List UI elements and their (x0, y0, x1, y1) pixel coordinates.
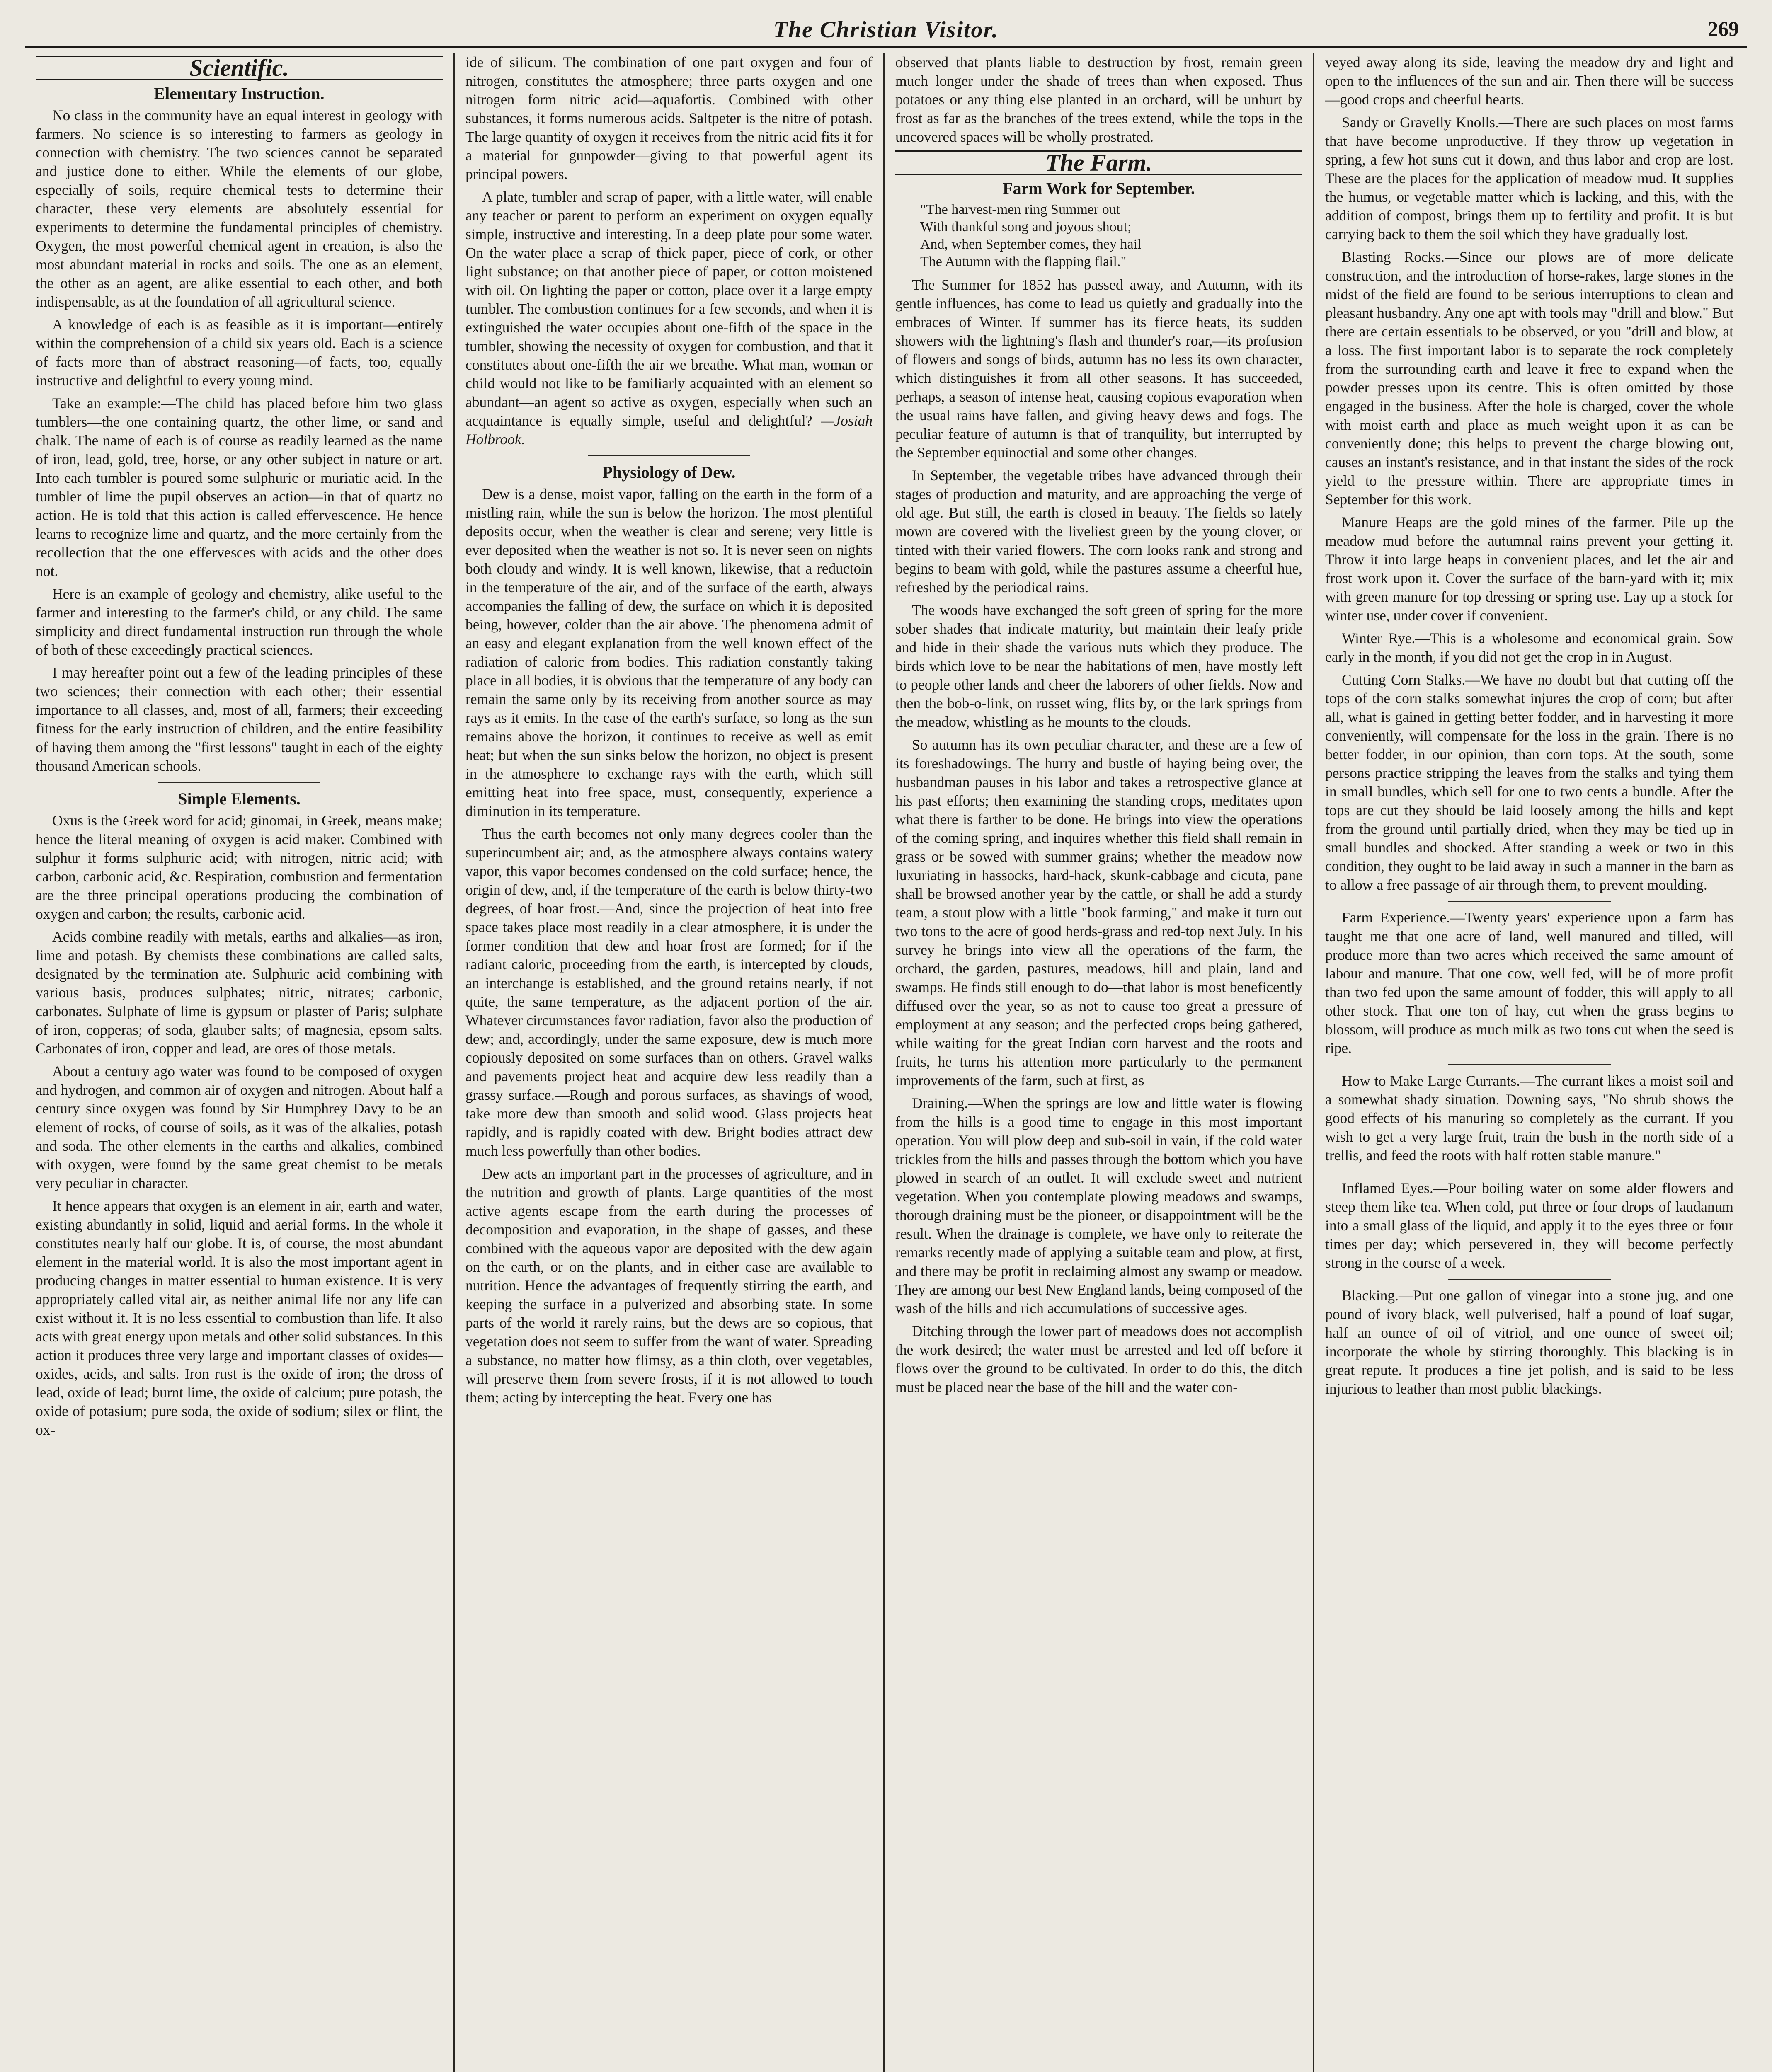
paragraph: Oxus is the Greek word for acid; ginomai, in Greek, means make; hence the literal meaning of oxygen is acid maker. Combined with sulphur it forms sulphuric acid; with nitrogen, nitric acid; with carbon, carbonic acid, &c. Respiration, combustion and fermentation are the three principal operations producing the combination of oxygen and carbon; the results, carbonic acid. (36, 812, 443, 922)
paragraph: Here is an example of geology and chemistry, alike useful to the farmer and interesting to the farmer's child, or any child. The same simplicity and direct fundamental instruction run through the whole of both of these exceedingly practical sciences. (36, 586, 443, 658)
divider (1448, 1064, 1611, 1065)
column-3 (885, 53, 1314, 2072)
divider (588, 455, 751, 456)
divider (1448, 1279, 1611, 1280)
article-title: Farm Work for September. (1003, 179, 1195, 198)
verse-line: And, when September comes, they hail (920, 237, 1142, 252)
paragraph: Winter Rye.—This is a wholesome and economical grain. Sow early in the month, if you did not get the crop in in August. (1325, 630, 1733, 665)
paragraph: I may hereafter point out a few of the leading principles of these two sciences; their connection with each other; their essential importance to all classes, and, most of all, farmers; their exceeding fitness for the early instruction of children, and the entire feasibility of having them among the "first lessons" taught in each of the eighty thousand American schools. (36, 664, 443, 774)
paragraph: Take an example:—The child has placed before him two glass tumblers—the one containing quartz, the other lime, or sand and chalk. The name of each is of course as readily learned as the name of iron, lead, gold, tree, horse, or any other subject in nature or art. Into each tumbler is poured some sulphuric or muriatic acid. In the tumbler of lime the pupil observes an action—in that of quartz no action. He is told that this action is called effervescence. He hence learns to recognize lime and quartz, and the more certainly from the recollection that the one effervesces with acids and the other does not. (36, 395, 443, 579)
paragraph-text: A plate, tumbler and scrap of paper, with a little water, will enable any teacher or parent to perform an experiment on oxygen equally simple, instructive and interesting. In a deep plate pour some water. On the water place a scrap of thick paper, piece of cork, or other light substance; on that another piece of paper, or cotton moistened with oil. On lighting the paper or cotton, place over it a large empty tumbler. The combustion continues for a few seconds, and when it is extinguished the water occupies about one-fifth of the space in the tumbler, showing the necessity of oxygen for combustion, and that it constitutes about one-fifth the air we breathe. What man, woman or child would not like to be familiarly acquainted with an element so abundant—an agent so active as oxygen, especially when such an acquaintance is equally simple, useful and delightful? (465, 189, 873, 429)
column-1 (25, 53, 455, 2072)
paragraph: How to Make Large Currants.—The currant likes a moist soil and a somewhat shady situation. Downing says, "No shrub shows the good effects of his manuring so completely as the currant. If you wish to get a very large fruit, train the bush in the north side of a trellis, and feed the roots with half rotten stable manure." (1325, 1072, 1733, 1164)
paragraph: The Summer for 1852 has passed away, and Autumn, with its gentle influences, has come to lead us quietly and gradually into the embraces of Winter. If summer has its fierce heats, its sudden showers with the lightning's flash and thunder's roar,—its profusion of flowers and songs of birds, autumn has no less its own character, which distinguishes it from all other seasons. It has succeeded, perhaps, a season of intense heat, causing copious evaporation when the usual rains have fallen, and giving heavy dews and fogs. The peculiar feature of autumn is that of tranquility, but interrupted by the September equinoctial and some other changes. (895, 276, 1302, 461)
paragraph: Cutting Corn Stalks.—We have no doubt but that cutting off the tops of the corn stalks somewhat injures the crop of corn; but after all, what is gained in getting better fodder, and in harvesting it more conveniently, will compensate for the loss in the grain. There is no better fodder, in our opinion, than corn tops. At the south, some persons practice stripping the leaves from the stalks and tying them in small bundles, which sell for one to two cents a bundle. After the tops are cut they should be laid loosely among the hills and kept from the ground until partially dried, when they may be tied up in small bundles and shocked. After standing a week or two in this condition, they ought to be laid away in such a manner in the barn as to allow a free passage of air through them, to prevent moulding. (1325, 671, 1733, 893)
paragraph: Ditching through the lower part of meadows does not accomplish the work desired; the water must be arrested and led off before it flows over the ground to be cultivated. In order to do this, the ditch must be placed near the base of the hill and the water con- (895, 1323, 1302, 1395)
attribution: —Josiah Holbrook. (465, 412, 873, 448)
divider (158, 782, 321, 783)
paragraph: It hence appears that oxygen is an element in air, earth and water, existing abundantly in solid, liquid and aerial forms. In the whole it constitutes nearly half our globe. It is, of course, the most abundant element in the material world. It is also the most important agent in producing changes in matter essential to human existence. It is very appropriately called vital air, as neither animal life nor any life can exist without it. It is no less essential to combustion than life. It also acts with great energy upon metals and other solid substances. In this action it produces three very large and important classes of oxides—oxides, acids, and salts. Iron rust is the oxide of iron; the dross of lead, oxide of lead; burnt lime, the oxide of calcium; pure potash, the oxide of potasium; pure soda, the oxide of sodium; silex or flint, the ox- (36, 1198, 443, 1438)
paragraph: About a century ago water was found to be composed of oxygen and hydrogen, and common air of oxygen and nitrogen. About half a century since oxygen was found by Sir Humphrey Davy to be an element of rocks, of course of soils, as it was of the alkalies, potash and soda. The other elements in the earths and alkalies, combined with oxygen, were found by the same great chemist to be metals very peculiar in character. (36, 1063, 443, 1191)
paragraph: Acids combine readily with metals, earths and alkalies—as iron, lime and potash. By chemists these combinations are called salts, designated by the termination ate. Sulphuric acid combining with various basis, produces sulphates; nitric, nitrates; carbonic, carbonates. Sulphate of lime is gypsum or plaster of Paris; sulphate of iron, copperas; of soda, glauber salts; of magnesia, epsom salts. Carbonates of iron, copper and lead, are ores of those metals. (36, 928, 443, 1057)
paragraph: observed that plants liable to destruction by frost, remain green much longer under the shade of trees than when exposed. Thus potatoes or any thing else planted in an orchard, will be unhurt by frost as far as the branches of the trees extend, while the tops in the uncovered spaces will be wholly prostrated. (895, 54, 1302, 145)
verse-line: "The harvest-men ring Summer out (920, 202, 1120, 217)
paragraph: Sandy or Gravelly Knolls.—There are such places on most farms that have become unproductive. If they throw up vegetation in spring, a few hot suns cut it down, and thus labor and crop are lost. These are the places for the application of meadow mud. It supplies the humus, or vegetable matter which is lacking, and this, with the addition of compost, brings them up to fertility and profit. It is but carrying back to them the soil which they have gradually lost. (1325, 114, 1733, 242)
paragraph: Inflamed Eyes.—Pour boiling water on some alder flowers and steep them like tea. When cold, put three or four drops of laudanum into a small glass of the liquid, and apply it to the eyes three or four times per day; which persevered in, they will become perfectly strong in the course of a week. (1325, 1180, 1733, 1271)
article-title: Simple Elements. (178, 789, 301, 808)
paragraph: Blasting Rocks.—Since our plows are of more delicate construction, and the introduction of horse-rakes, large stones in the midst of the field are found to be serious interruptions to clean and pleasant husbandry. Any one apt with tools may "drill and blow." But there are certain essentials to be observed, or you "drill and blow, at a loss. The first important labor is to separate the rock completely from the surrounding earth and leave it free to expand when the powder presses upon its centre. This is often omitted by those engaged in the business. After the hole is charged, cover the whole with moist earth and place as much weight upon it as can be conveniently done; this helps to prevent the charge blowing out, causes an instant's resistance, and in that instant the sides of the rock yield to the pressure within. There are appropriate times in September for this work. (1325, 249, 1733, 508)
paragraph: veyed away along its side, leaving the meadow dry and light and open to the influences of the sun and air. Then there will be success—good crops and cheerful hearts. (1325, 54, 1733, 108)
paragraph (465, 188, 873, 449)
paragraph: Farm Experience.—Twenty years' experience upon a farm has taught me that one acre of land, well manured and tilled, will produce more than two acres which received the same amount of labour and manure. That one cow, well fed, will be of more profit than two fed upon the same amount of fodder, this will apply to all other stock. That one ton of hay, cut when the grass begins to blossom, will produce as much milk as two tons cut when the seed is ripe. (1325, 909, 1733, 1056)
divider (1448, 901, 1611, 902)
paragraph: Dew acts an important part in the processes of agriculture, and in the nutrition and growth of plants. Large quantities of the most active agents escape from the earth during the processes of decomposition and evaporation, in the shape of gasses, and these combined with the aqueous vapor are deposited with the dew again on the earth, or on the plants, and in either case are available to nutrition. Hence the advantages of frequently stirring the earth, and keeping the surface in a pulverized and absorbing state. In some parts of the world it rarely rains, but the dews are so copious, that vegetation does not seem to suffer from the want of water. Spreading a substance, no matter how flimsy, as a thin cloth, over vegetables, will preserve them from severe frosts, if it is not allowed to touch them; acting by intercepting the heat. Every one has (465, 1165, 873, 1406)
paragraph: Thus the earth becomes not only many degrees cooler than the superincumbent air; and, as the atmosphere always contains watery vapor, this vapor becomes condensed on the cold surface; hence, the origin of dew, and, if the temperature of the earth is below thirty-two degrees, of hoar frost.—And, since the projection of heat into free space takes place most readily in a clear atmosphere, it is under the former condition that dew and hoar frost are formed; for if the radiant caloric, proceeding from the earth, is intercepted by clouds, an interchange is established, and the ground retains nearly, if not quite, the same temperature, as the adjacent portion of the air. Whatever circumstances favor radiation, favor also the production of dew; and, accordingly, under the same exposure, dew is much more copiously deposited on some surfaces than on others. Gravel walks and pavements project heat and acquire dew less readily than a grassy surface.—Rough and porous surfaces, as shavings of wood, take more dew than smooth and solid wood. Glass projects heat rapidly, and is rapidly coated with dew. Bright bodies attract dew much less powerfully than other bodies. (465, 825, 873, 1159)
article-title: Elementary Instruction. (154, 84, 325, 103)
page-header (25, 17, 1747, 48)
columns (25, 53, 1745, 2072)
column-2 (455, 53, 885, 2072)
verse (920, 201, 1302, 271)
column-4 (1314, 53, 1744, 2072)
masthead: The Christian Visitor. (773, 17, 999, 43)
section-title-scientific: Scientific. (36, 56, 443, 80)
paragraph: No class in the community have an equal interest in geology with farmers. No science is so interesting to farmers as geology in connection with chemistry. The two sciences cannot be separated and justice done to either. While the elements of our globe, especially of soils, require chemical tests to determine their character, these very elements are absolutely essential for experiments to determine the fundamental principles of chemistry. Oxygen, the most powerful chemical agent in creation, is also the most abundant material in rocks and soils. The one as an element, the other as an agent, are alike essential to each other, and both indispensable, as at the foundation of all agricultural science. (36, 107, 443, 310)
paragraph: Blacking.—Put one gallon of vinegar into a stone jug, and one pound of ivory black, well pulverised, half a pound of loaf sugar, half an ounce of oil of vitriol, and one ounce of sweet oil; incorporate the whole by stirring thoroughly. This blacking is in great repute. It produces a fine jet polish, and is said to be less injurious to leather than most public blackings. (1325, 1287, 1733, 1397)
paragraph: ide of silicum. The combination of one part oxygen and four of nitrogen, constitutes the atmosphere; three parts oxygen and one nitrogen form nitric acid—aquafortis. Combined with other substances, it forms numerous acids. Saltpeter is the nitre of potash. The large quantity of oxygen it receives from the nitric acid fits it for a material for gunpowder—giving to that powerful agent its principal powers. (465, 54, 873, 182)
verse-line: With thankful song and joyous shout; (920, 219, 1132, 235)
page-number: 269 (1708, 17, 1739, 40)
verse-line: The Autumn with the flapping flail." (920, 254, 1127, 269)
paragraph: The woods have exchanged the soft green of spring for the more sober shades that indicate maturity, but maintain their leafy pride and hide in their shade the various nuts which they produce. The birds which love to be near the habitations of men, have mostly left to people other lands and cheer the laborers of other fields. Now and then the bob-o-link, on russet wing, flits by, or the lark springs from the meadow, whistling as he mounts to the clouds. (895, 602, 1302, 730)
paragraph: So autumn has its own peculiar character, and these are a few of its foreshadowings. The hurry and bustle of haying being over, the husbandman pauses in his labor and takes a retrospective glance at his past efforts; then examining the standing crops, meditates upon what there is farther to be done. He brings into view the operations of the coming spring, and inquires whether this field shall remain in grass or be sowed with summer grains; whether the meadow now luxuriating in hassocks, hard-hack, skunk-cabbage and cicuta, pane shall be browsed another year by the cattle, or shall he add a sturdy team, a stout plow with a little "book farming," and make it turn out two tons to the acre of good herds-grass and red-top next July. In his survey he brings into view all the operations of the farm, the orchard, the garden, pastures, meadows, hill and plain, land and swamps. He finds still enough to do—that labor is most beneficently diffused over the year, so as not to cause too great a pressure of employment at any season; and the perfected crops being gathered, while waiting for the great Indian corn harvest and the roots and fruits, he turns his attention more particularly to the permanent improvements of the farm, such at first, as (895, 736, 1302, 1089)
paragraph: A knowledge of each is as feasible as it is important—entirely within the comprehension of a child six years old. Each is a science of facts more than of abstract reasoning—of facts, too, equally instructive and delightful to every young mind. (36, 316, 443, 389)
section-title-farm: The Farm. (895, 150, 1302, 175)
paragraph: Dew is a dense, moist vapor, falling on the earth in the form of a mistling rain, while the sun is below the horizon. The most plentiful deposits occur, when the weather is clear and serene; very little is ever deposited when the weather is not so. It is never seen on nights both cloudy and windy. It is well known, likewise, that a reductoin in the temperature of the air, and of the surface of the earth, always accompanies the falling of dew, the surface on which it is deposited being, however, colder than the air above. The phenomena admit of an easy and elegant explanation from the well known effect of the radiation of caloric from bodies. This radiation constantly taking place in all bodies, it is obvious that the temperature of any body can remain the same only by its receiving from another source as may rays as it emits. In the case of the earth's surface, so long as the sun remains above the horizon, it continues to receive as well as emit heat; but when the sun sinks below the horizon, no object is present in the atmosphere to exchange rays with the earth, which still emitting heat into free space, must, consequently, experience a diminution in its temperature. (465, 486, 873, 819)
paragraph: Manure Heaps are the gold mines of the farmer. Pile up the meadow mud before the autumnal rains prevent your getting it. Throw it into large heaps in convenient places, and let the air and frost work upon it. Cover the surface of the barn-yard with it; mix with green manure for top dressing or spring use. Lay up a stock for winter use, under cover if convenient. (1325, 514, 1733, 624)
paragraph: In September, the vegetable tribes have advanced through their stages of production and maturity, and are approaching the verge of old age. But still, the earth is closed in beauty. The fields so lately mown are covered with the liveliest green by the young clover, or tinted with their varied flowers. The corn looks rank and strong and begins to beam with gold, while the pastures assume a cheerful hue, refreshed by the periodical rains. (895, 467, 1302, 595)
paragraph: Draining.—When the springs are low and little water is flowing from the hills is a good time to engage in this most important operation. You will plow deep and sub-soil in vain, if the cold water trickles from the hills and passes through the bottom which you have plowed in search of an outlet. It will exclude sweet and nutrient vegetation. When you contemplate plowing meadows and swamps, thorough draining must be the pioneer, or disappointment will be the result. When the drainage is complete, we have only to reiterate the remarks recently made of applying a suitable team and plow, at first, and there may be profit in reclaiming almost any swamp or meadow. They are among our best New England lands, being composed of the wash of the hills and rich accumulations of successive ages. (895, 1095, 1302, 1317)
article-title: Physiology of Dew. (602, 463, 736, 482)
